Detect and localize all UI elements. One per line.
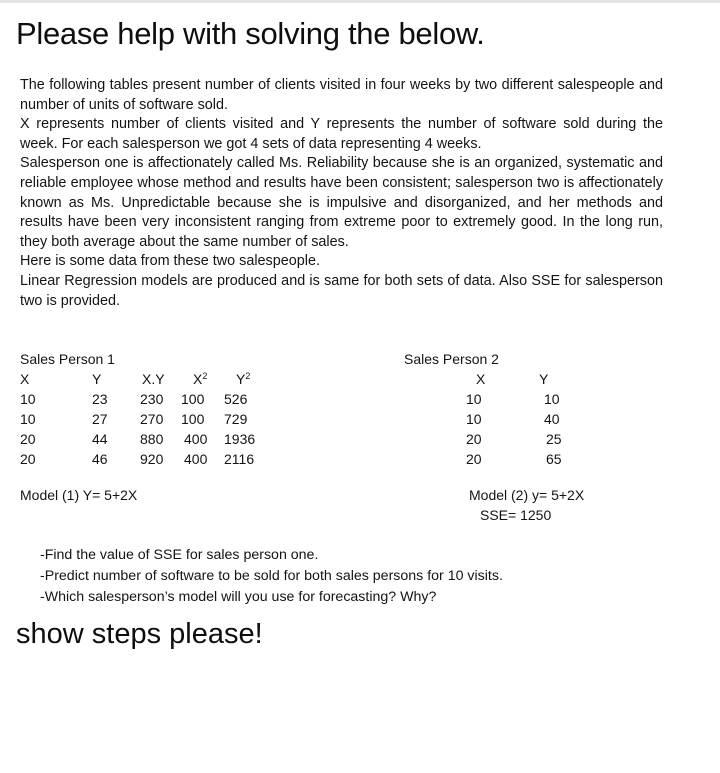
column-header-xy: X.Y bbox=[142, 371, 165, 387]
column-header-y: Y bbox=[539, 371, 549, 387]
model-1-equation: Model (1) Y= 5+2X bbox=[20, 487, 138, 503]
table-cell: 400 bbox=[184, 431, 208, 447]
question-item: -Predict number of software to be sold for both sales persons for 10 visits. bbox=[40, 568, 503, 584]
salesperson1-heading: Sales Person 1 bbox=[20, 351, 115, 367]
table-cell: 10 bbox=[466, 391, 482, 407]
table-cell: 20 bbox=[466, 451, 482, 467]
superscript-2: 2 bbox=[202, 371, 208, 381]
paragraph-salespeople: Salesperson one is affectionately called Ms. Reliability because she is an organized, systematic and reliable employee whose method and results have been consistent; salesperson two is affectionately known as Ms. Unpredictable because she is impulsive and disorganized, and her methods and results have been very inconsistent ranging from extreme poor to extremely good. In the long run, they both average about the same number of sales. bbox=[20, 155, 663, 250]
paragraph-models: Linear Regression models are produced and is same for both sets of data. Also SSE for salesperson two is provided. bbox=[20, 272, 663, 309]
table-cell: 65 bbox=[546, 451, 562, 467]
table-cell: 400 bbox=[184, 451, 208, 467]
table-cell: 40 bbox=[544, 411, 560, 427]
table-cell: 100 bbox=[181, 411, 205, 427]
problem-description bbox=[20, 76, 663, 311]
paragraph-variables: X represents number of clients visited and Y represents the number of software sold during the week. For each salesperson we got 4 sets of data representing 4 weeks. bbox=[20, 116, 663, 152]
question-item: -Find the value of SSE for sales person one. bbox=[40, 547, 319, 563]
table-cell: 10 bbox=[20, 411, 36, 427]
table-cell: 20 bbox=[20, 451, 36, 467]
column-header-y-squared-base: Y bbox=[236, 371, 246, 387]
paragraph-data-intro: Here is some data from these two salespeople. bbox=[20, 253, 320, 270]
table-cell: 526 bbox=[224, 391, 248, 407]
table-cell: 729 bbox=[224, 411, 248, 427]
top-border bbox=[0, 0, 720, 3]
superscript-2: 2 bbox=[245, 371, 251, 381]
table-cell: 230 bbox=[140, 391, 164, 407]
table-cell: 27 bbox=[92, 411, 108, 427]
column-header-x-squared-base: X bbox=[193, 371, 203, 387]
table-cell: 1936 bbox=[224, 431, 256, 447]
table-cell: 920 bbox=[140, 451, 164, 467]
footer-request: show steps please! bbox=[16, 618, 263, 650]
column-header-x: X bbox=[20, 371, 30, 387]
table-cell: 2116 bbox=[224, 451, 255, 467]
table-cell: 25 bbox=[546, 431, 562, 447]
table-cell: 23 bbox=[92, 391, 108, 407]
salesperson2-heading: Sales Person 2 bbox=[404, 351, 499, 367]
table-cell: 10 bbox=[20, 391, 36, 407]
table-cell: 20 bbox=[466, 431, 482, 447]
column-header-y-squared bbox=[236, 371, 250, 387]
table-cell: 270 bbox=[140, 411, 164, 427]
model-2-sse: SSE= 1250 bbox=[480, 507, 552, 523]
table-cell: 20 bbox=[20, 431, 36, 447]
table-cell: 100 bbox=[181, 391, 205, 407]
table-cell: 44 bbox=[92, 431, 108, 447]
paragraph-intro: The following tables present number of clients visited in four weeks by two different salespeople and number of units of software sold. bbox=[20, 77, 663, 113]
column-header-x: X bbox=[476, 371, 486, 387]
model-2-equation: Model (2) y= 5+2X bbox=[469, 487, 585, 503]
column-header-x-squared bbox=[193, 371, 207, 387]
question-item: -Which salesperson’s model will you use for forecasting? Why? bbox=[40, 589, 437, 605]
question-title: Please help with solving the below. bbox=[16, 16, 485, 51]
table-cell: 46 bbox=[92, 451, 108, 467]
table-cell: 10 bbox=[466, 411, 482, 427]
column-header-y: Y bbox=[92, 371, 102, 387]
table-cell: 880 bbox=[140, 431, 164, 447]
table-cell: 10 bbox=[544, 391, 560, 407]
questions-list bbox=[40, 545, 503, 608]
